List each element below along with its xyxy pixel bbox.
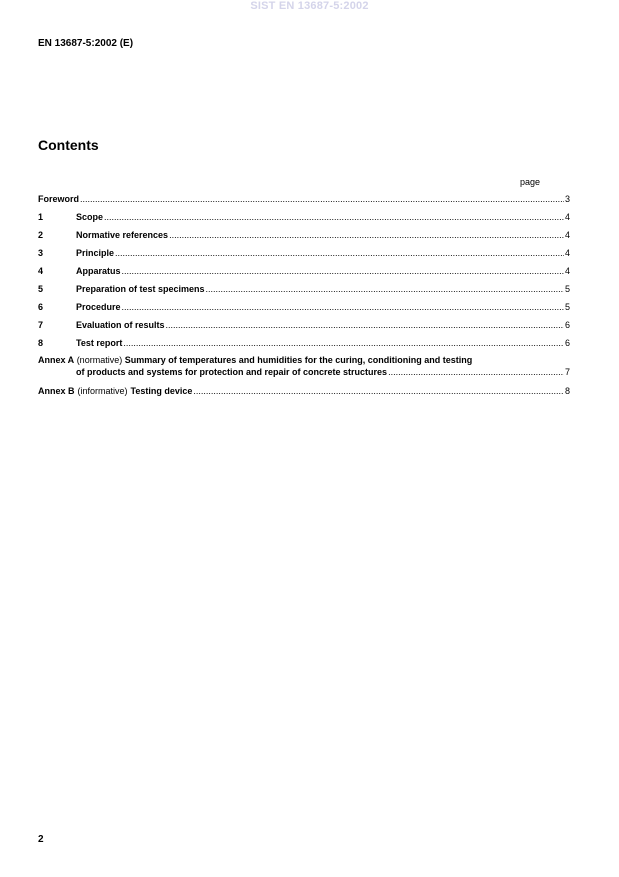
toc-page: 5 (564, 284, 570, 294)
toc-page: 8 (564, 386, 570, 396)
toc-entry-normative-references[interactable] (38, 228, 570, 246)
toc-page: 5 (564, 302, 570, 312)
toc-number: 2 (38, 230, 44, 240)
toc-title: Normative references (76, 230, 169, 240)
toc-entry-foreword[interactable] (38, 192, 570, 210)
annex-title-line1: Summary of temperatures and humidities for the curing, conditioning and testing (124, 355, 473, 365)
dot-leader (122, 300, 564, 315)
dot-leader (115, 246, 564, 261)
toc-entry-preparation[interactable] (38, 282, 570, 300)
toc-page: 6 (564, 338, 570, 348)
annex-type: (informative) (77, 386, 128, 396)
dot-leader (104, 210, 564, 225)
toc-number: 5 (38, 284, 44, 294)
toc-number: 6 (38, 302, 44, 312)
toc-number: 4 (38, 266, 44, 276)
toc-title: Preparation of test specimens (76, 284, 205, 294)
dot-leader (80, 192, 564, 207)
toc-page: 7 (564, 367, 570, 377)
dot-leader (122, 264, 564, 279)
toc-title: Principle (76, 248, 115, 258)
page-column-label: page (520, 177, 541, 187)
toc-page: 4 (564, 266, 570, 276)
toc-title: Test report (76, 338, 123, 348)
toc-entry-test-report[interactable] (38, 336, 570, 354)
toc-page: 6 (564, 320, 570, 330)
toc-entry-apparatus[interactable] (38, 264, 570, 282)
dot-leader (123, 336, 564, 351)
toc-title: Scope (76, 212, 104, 222)
toc-entry-annex-b[interactable] (38, 384, 570, 402)
toc-entry-annex-a[interactable] (38, 354, 570, 380)
toc-entry-principle[interactable] (38, 246, 570, 264)
dot-leader (169, 228, 564, 243)
dot-leader (193, 384, 564, 399)
annex-title-line2: of products and systems for protection and repair of concrete structures (76, 367, 388, 377)
watermark: SIST EN 13687-5:2002 (250, 0, 369, 12)
toc-page: 4 (564, 212, 570, 222)
dot-leader (206, 282, 564, 297)
toc-title: Foreword (38, 194, 80, 204)
toc-entry-procedure[interactable] (38, 300, 570, 318)
toc-number: 7 (38, 320, 44, 330)
toc-page: 3 (564, 194, 570, 204)
toc-entry-evaluation[interactable] (38, 318, 570, 336)
toc-page: 4 (564, 230, 570, 240)
toc-number: 3 (38, 248, 44, 258)
toc-title: Procedure (76, 302, 121, 312)
annex-title: Testing device (130, 386, 193, 396)
table-of-contents (38, 192, 570, 402)
document-id: EN 13687-5:2002 (E) (38, 38, 134, 49)
toc-number: 1 (38, 212, 44, 222)
annex-type: (normative) (76, 355, 123, 365)
contents-heading: Contents (38, 137, 99, 153)
toc-title: Apparatus (76, 266, 121, 276)
toc-title: Evaluation of results (76, 320, 165, 330)
page-number: 2 (38, 834, 44, 845)
dot-leader (388, 366, 564, 378)
toc-number: 8 (38, 338, 44, 348)
annex-label: Annex B (38, 386, 75, 396)
toc-entry-scope[interactable] (38, 210, 570, 228)
dot-leader (166, 318, 564, 333)
annex-label: Annex A (38, 355, 75, 365)
toc-page: 4 (564, 248, 570, 258)
